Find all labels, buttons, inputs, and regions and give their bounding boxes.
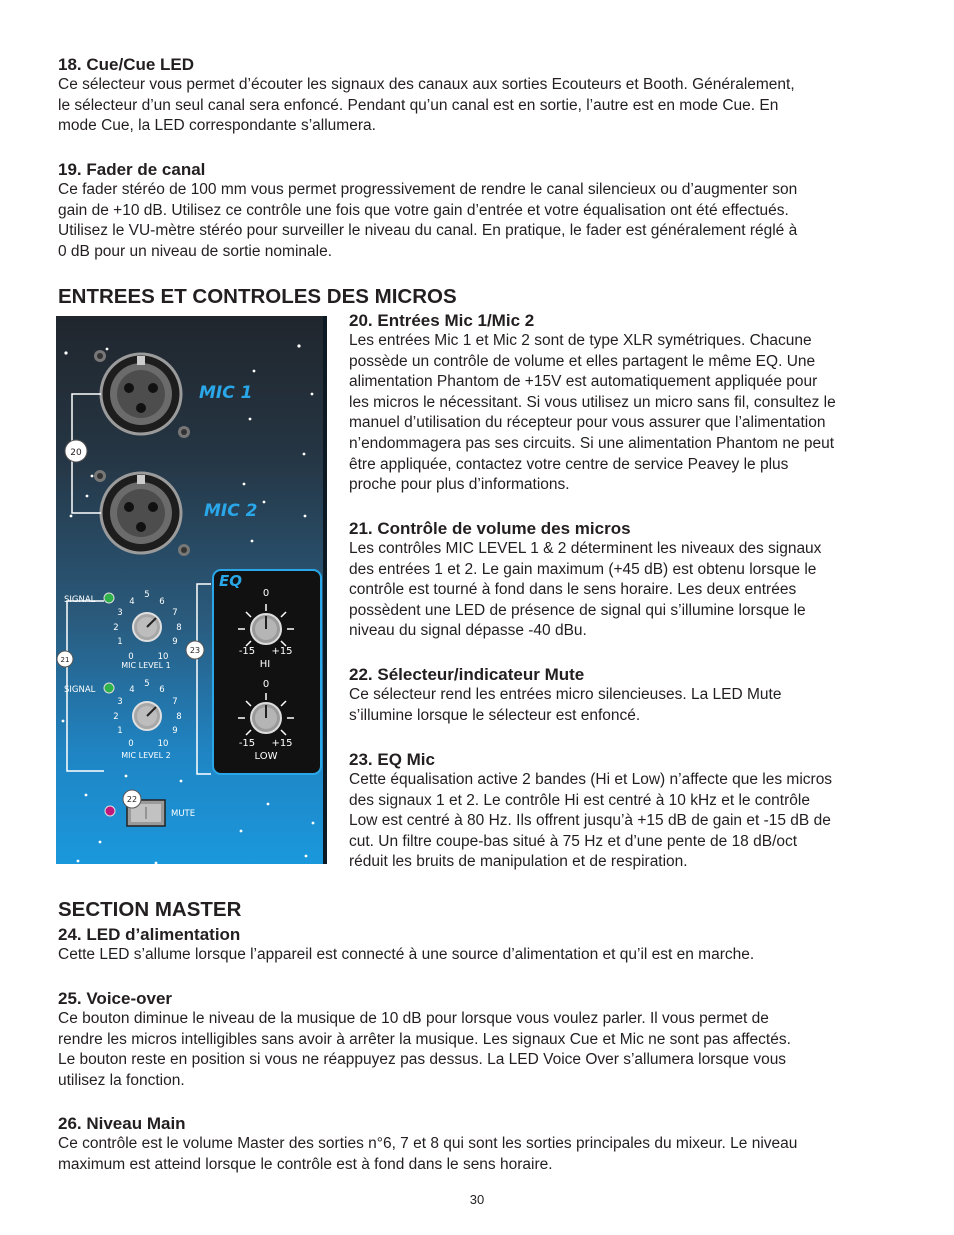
body-line: Les entrées Mic 1 et Mic 2 sont de type XLR symétriques. Chacune	[349, 332, 812, 349]
eq-hi-center: 0	[262, 588, 270, 599]
body-line: réduit les bruits de manipulation et de respiration.	[349, 853, 688, 871]
body-line: proche pour plus d’informations.	[349, 476, 570, 494]
knob1-scale-8: 8	[176, 623, 182, 633]
eq-low-max: +15	[271, 738, 293, 749]
knob1-scale-1: 1	[117, 637, 123, 647]
mic-level2-label: MIC LEVEL 2	[121, 751, 171, 760]
body-line: maximum est atteind lorsque le contrôle est à fond dans le sens horaire.	[58, 1155, 553, 1173]
master-section-25	[58, 989, 908, 1091]
knob1-scale-5: 5	[144, 590, 150, 600]
page-number: 30	[469, 1192, 485, 1207]
knob1-scale-3: 3	[117, 608, 123, 618]
body-line: Ce contrôle est le volume Master des sorties n°6, 7 et 8 qui sont les sorties principales du mixeur. Le niveau	[58, 1135, 798, 1152]
mic-section-21	[349, 519, 909, 642]
mic-section-22	[349, 665, 909, 726]
section-title-micros: ENTREES ET CONTROLES DES MICROS	[58, 285, 457, 308]
body-line: rendre les micros intelligibles sans avoir à arrêter la musique. Les signaux Cue et Mic ne sont pas affectés.	[58, 1030, 791, 1048]
knob1-scale-2: 2	[113, 623, 119, 633]
knob1-scale-10: 10	[157, 652, 169, 662]
eq-hi-min: -15	[238, 646, 256, 657]
eq-low-label: LOW	[254, 751, 278, 762]
knob2-scale-3: 3	[117, 697, 123, 707]
section-heading: 22. Sélecteur/indicateur Mute	[349, 665, 585, 684]
signal1-led	[104, 593, 114, 603]
section-title-master: SECTION MASTER	[58, 898, 242, 921]
mic-section-20	[349, 311, 909, 496]
knob1-scale-6: 6	[159, 597, 165, 607]
body-line: Ce bouton diminue le niveau de la musique de 10 dB pour lorsque vous voulez parler. Il vous permet de	[58, 1010, 769, 1027]
body-line: contrôle est tourné à fond dans le sens horaire. Les deux entrées	[349, 581, 797, 599]
body-line: gain de +10 dB. Utilisez ce contrôle une fois que votre gain d’entrée et votre équalisation ont été effectués.	[58, 201, 789, 219]
callout-22: 22	[126, 795, 138, 804]
body-line: n’endommagera pas ses circuits. Si une alimentation Phantom ne peut	[349, 434, 835, 452]
body-line: alimentation Phantom de +15V est automatiquement appliquée pour	[349, 373, 818, 391]
mic-section-23	[349, 750, 909, 873]
section-19	[58, 160, 908, 262]
section-heading: 18. Cue/Cue LED	[58, 55, 195, 74]
body-line: être appliquée, contactez votre centre de service Peavey le plus	[349, 455, 789, 473]
master-section-26	[58, 1114, 908, 1175]
eq-hi-max: +15	[271, 646, 293, 657]
section-heading: 23. EQ Mic	[349, 750, 435, 769]
mic1-xlr-connector	[94, 350, 190, 438]
body-line: possèdent une LED de présence de signal qui s’illumine lorsque le	[349, 601, 806, 619]
knob1-scale-0: 0	[128, 652, 134, 662]
knob1-scale-4: 4	[129, 597, 135, 607]
eq-low-min: -15	[238, 738, 256, 749]
section-heading: 19. Fader de canal	[58, 160, 206, 179]
body-line: s’illumine lorsque le sélecteur est enfoncé.	[349, 706, 641, 724]
callout-23: 23	[189, 646, 201, 655]
knob2-scale-2: 2	[113, 712, 119, 722]
signal2-led	[104, 683, 114, 693]
callout-20: 20	[70, 448, 82, 458]
callout-21: 21	[60, 656, 70, 664]
body-line: le sélecteur d’un seul canal sera enfoncé. Pendant qu’un canal est en sortie, l’autre est en mode Cue. En	[58, 96, 779, 114]
knob1-scale-7: 7	[172, 608, 178, 618]
mute-label: MUTE	[171, 809, 196, 819]
section-heading: 20. Entrées Mic 1/Mic 2	[349, 311, 535, 330]
knob2-scale-10: 10	[157, 739, 169, 749]
knob2-scale-1: 1	[117, 726, 123, 736]
section-18	[58, 55, 908, 137]
body-line: les micros le nécessitant. Si vous utilisez un micro sans fil, consultez le	[349, 393, 836, 411]
mic2-label: MIC 2	[204, 501, 258, 521]
body-line: Le bouton reste en position si vous ne réappuyez pas dessus. La LED Voice Over s’allumera lorsque vous	[58, 1051, 787, 1069]
mic-level2-knob[interactable]	[133, 702, 161, 730]
body-line: possède un contrôle de volume et elles partagent le même EQ. Une	[349, 352, 816, 370]
signal2-label: SIGNAL	[64, 685, 96, 695]
body-line: 0 dB pour un niveau de sortie nominale.	[58, 242, 333, 260]
body-line: Les contrôles MIC LEVEL 1 & 2 déterminent les niveaux des signaux	[349, 540, 822, 557]
section-heading: 25. Voice-over	[58, 989, 173, 1008]
body-line: Ce sélecteur rend les entrées micro silencieuses. La LED Mute	[349, 686, 782, 703]
knob2-scale-7: 7	[172, 697, 178, 707]
body-line: cut. Un filtre coupe-bas situé à 75 Hz et d’une pente de 18 dB/oct	[349, 832, 798, 850]
mic1-label: MIC 1	[199, 383, 253, 403]
knob2-scale-0: 0	[128, 739, 134, 749]
body-line: Low est centré à 80 Hz. Ils offrent jusqu’à +15 dB de gain et -15 dB de	[349, 812, 831, 830]
signal1-label: SIGNAL	[64, 595, 96, 605]
knob2-scale-8: 8	[176, 712, 182, 722]
body-line: Ce fader stéréo de 100 mm vous permet progressivement de rendre le canal silencieux ou d’augmenter son	[58, 181, 798, 198]
body-line: utilisez la fonction.	[58, 1071, 185, 1089]
eq-label: EQ	[219, 572, 242, 590]
knob2-scale-9: 9	[172, 726, 178, 736]
mic-level1-label: MIC LEVEL 1	[121, 661, 171, 670]
body-line: des entrées 1 et 2. Le gain maximum (+45 dB) est obtenu lorsque le	[349, 560, 817, 578]
section-heading: 21. Contrôle de volume des micros	[349, 519, 631, 538]
body-line: Utilisez le VU-mètre stéréo pour surveiller le niveau du canal. En pratique, le fader est généralement réglé à	[58, 222, 798, 240]
body-line: mode Cue, la LED correspondante s’allumera.	[58, 117, 376, 135]
eq-low-center: 0	[262, 679, 270, 690]
knob2-scale-6: 6	[159, 685, 165, 695]
mute-led	[105, 806, 115, 816]
body-line: Cette LED s’allume lorsque l’appareil est connecté à une source d’alimentation et qu’il est en marche.	[58, 946, 755, 963]
section-heading: 26. Niveau Main	[58, 1114, 186, 1133]
body-line: Ce sélecteur vous permet d’écouter les signaux des canaux aux sorties Ecouteurs et Booth. Généralement,	[58, 76, 795, 93]
eq-hi-label: HI	[259, 659, 271, 670]
section-heading: 24. LED d’alimentation	[58, 925, 241, 944]
body-line: Cette équalisation active 2 bandes (Hi et Low) n’affecte que les micros	[349, 771, 833, 788]
knob1-scale-9: 9	[172, 637, 178, 647]
master-section-24	[58, 925, 908, 966]
mic2-xlr-connector	[94, 470, 190, 556]
body-line: des signaux 1 et 2. Le contrôle Hi est centré à 10 kHz et le contrôle	[349, 791, 810, 809]
knob2-scale-4: 4	[129, 685, 135, 695]
mic-level1-knob[interactable]	[133, 613, 161, 641]
body-line: niveau du signal dépasse -40 dBu.	[349, 622, 587, 640]
body-line: manuel d’utilisation du récepteur pour vous assurer que l’alimentation	[349, 414, 826, 432]
knob2-scale-5: 5	[144, 679, 150, 689]
mixer-panel-illustration	[56, 316, 327, 864]
